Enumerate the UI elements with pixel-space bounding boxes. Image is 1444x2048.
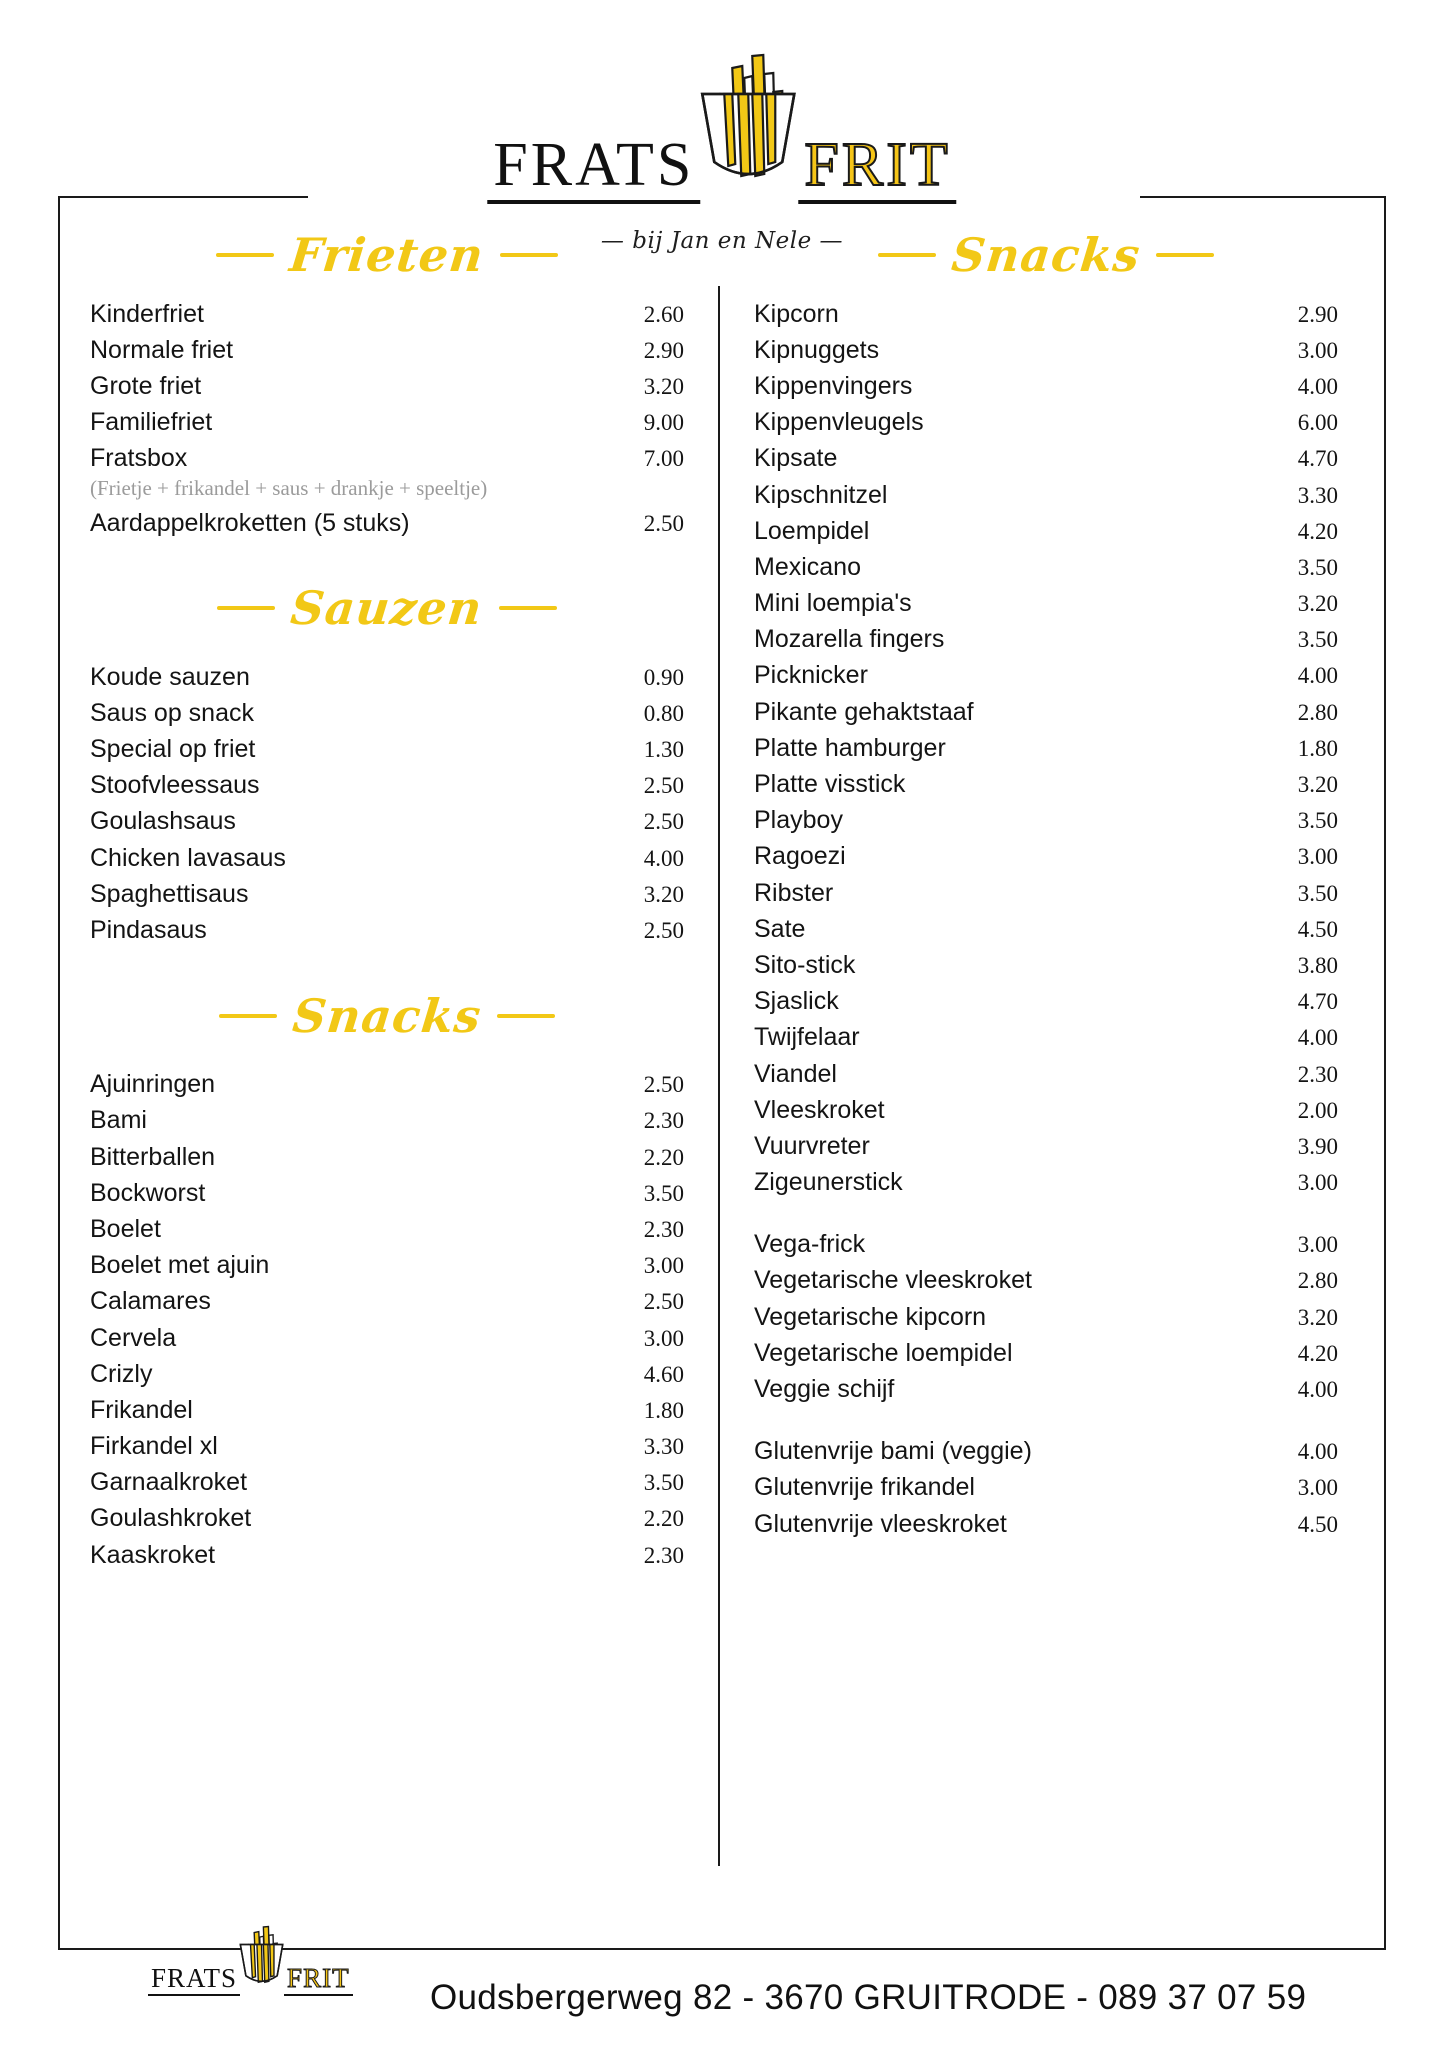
menu-list [754, 296, 1338, 1201]
menu-item-row [754, 694, 1338, 730]
menu-item-name: Bami [90, 1106, 147, 1135]
menu-item-price: 3.50 [1297, 554, 1338, 580]
menu-item-price: 2.60 [643, 301, 684, 327]
menu-spacer [754, 1201, 1338, 1227]
menu-item-name: Goulashkroket [90, 1504, 252, 1533]
menu-item-name: Vega-frick [754, 1230, 866, 1259]
menu-item-price: 2.30 [1297, 1061, 1338, 1087]
menu-item-name: Viandel [754, 1059, 837, 1088]
menu-item-row [90, 1356, 684, 1392]
menu-item-name: Loempidel [754, 516, 870, 545]
menu-item-price: 2.20 [643, 1506, 684, 1532]
menu-item-price: 2.50 [643, 773, 684, 799]
menu-item-name: Vuurvreter [754, 1131, 870, 1160]
menu-item-name: Kipsate [754, 444, 838, 473]
menu-item-name: Glutenvrije vleeskroket [754, 1509, 1007, 1538]
logo-text-frit: FRIT [798, 134, 956, 204]
menu-item-row [90, 1392, 684, 1428]
menu-item-row [754, 766, 1338, 802]
menu-item-name: Saus op snack [90, 698, 254, 727]
menu-item-row [90, 1320, 684, 1356]
menu-item-name: Sate [754, 914, 806, 943]
menu-item-name: Kipcorn [754, 299, 839, 328]
menu-spacer [90, 196, 684, 232]
menu-item-row [90, 505, 684, 541]
menu-item-row [754, 984, 1338, 1020]
section-title: Snacks [290, 988, 484, 1043]
menu-item-price: 3.20 [1297, 1304, 1338, 1330]
menu-item-row [90, 695, 684, 731]
menu-item-price: 2.80 [1297, 699, 1338, 725]
menu-item-row [754, 477, 1338, 513]
menu-item-price: 2.80 [1297, 1268, 1338, 1294]
menu-item-row [754, 947, 1338, 983]
footer-logo-text-frit: FRIT [284, 1965, 353, 1996]
menu-item-row [754, 1470, 1338, 1506]
menu-item-name: Garnaalkroket [90, 1468, 248, 1497]
menu-item-price: 4.00 [1297, 1439, 1338, 1465]
menu-item-name: Normale friet [90, 335, 234, 364]
menu-item-price: 1.80 [643, 1397, 684, 1423]
section-title: Sauzen [288, 581, 486, 636]
menu-item-price: 2.20 [643, 1144, 684, 1170]
menu-item-price: 4.70 [1297, 989, 1338, 1015]
menu-item-row [754, 405, 1338, 441]
menu-item-price: 2.00 [1297, 1097, 1338, 1123]
menu-item-price: 3.30 [643, 1434, 684, 1460]
heading-dash-left [219, 1014, 277, 1018]
menu-item-name: Bockworst [90, 1178, 206, 1207]
menu-item-row [90, 1175, 684, 1211]
menu-item-row [754, 1020, 1338, 1056]
menu-item-row [90, 368, 684, 404]
menu-item-name: Bitterballen [90, 1142, 216, 1171]
menu-item-price: 3.20 [1297, 591, 1338, 617]
menu-item-row [754, 513, 1338, 549]
menu-list [90, 1067, 684, 1574]
menu-item-name: Crizly [90, 1359, 153, 1388]
menu-item-row [90, 912, 684, 948]
menu-item-price: 2.50 [643, 918, 684, 944]
menu-item-row [754, 332, 1338, 368]
menu-item-name: Chicken lavasaus [90, 843, 286, 872]
menu-item-name: Pikante gehaktstaaf [754, 697, 974, 726]
menu-item-row [754, 1227, 1338, 1263]
menu-item-price: 3.80 [1297, 952, 1338, 978]
menu-item-name: Boelet [90, 1214, 161, 1243]
menu-item-price: 0.80 [643, 700, 684, 726]
menu-item-row [754, 875, 1338, 911]
menu-item-price: 7.00 [643, 446, 684, 472]
menu-item-price: 3.50 [1297, 627, 1338, 653]
menu-item-name: Vegetarische kipcorn [754, 1302, 987, 1331]
menu-item-price: 3.90 [1297, 1133, 1338, 1159]
menu-item-name: Twijfelaar [754, 1023, 860, 1052]
menu-item-row [754, 730, 1338, 766]
menu-item-row [754, 1371, 1338, 1407]
menu-item-row [754, 1506, 1338, 1542]
menu-item-name: Firkandel xl [90, 1432, 218, 1461]
menu-list [90, 296, 684, 541]
menu-item-price: 4.60 [643, 1361, 684, 1387]
menu-item-price: 2.50 [643, 809, 684, 835]
menu-item-row [754, 1128, 1338, 1164]
section-heading-sauzen [90, 581, 684, 636]
footer-fries-cone-icon [233, 1916, 291, 1996]
menu-item-price: 3.00 [1297, 1232, 1338, 1258]
menu-item-price: 4.20 [1297, 1340, 1338, 1366]
menu-item-name: Kipnuggets [754, 335, 880, 364]
menu-item-price: 9.00 [643, 410, 684, 436]
menu-item-price: 3.00 [1297, 1170, 1338, 1196]
section-heading-snacks [754, 228, 1338, 282]
menu-item-name: Frikandel [90, 1395, 193, 1424]
menu-item-name: Stoofvleessaus [90, 771, 260, 800]
menu-item-name: Playboy [754, 806, 843, 835]
menu-item-price: 2.50 [643, 510, 684, 536]
heading-dash-left [216, 253, 274, 257]
menu-item-row [754, 839, 1338, 875]
menu-item-name: Koude sauzen [90, 662, 250, 691]
menu-item-name: Sito-stick [754, 950, 856, 979]
menu-item-price: 3.00 [643, 1253, 684, 1279]
menu-item-name: Pindasaus [90, 916, 207, 945]
menu-item-row [90, 1537, 684, 1573]
menu-list [90, 659, 684, 949]
menu-column-left [58, 196, 718, 1948]
menu-item-row [90, 732, 684, 768]
menu-item-name: Vegetarische vleeskroket [754, 1266, 1032, 1295]
menu-item-name: Ajuinringen [90, 1070, 216, 1099]
section-heading-frieten [90, 228, 684, 282]
menu-item-row [754, 1165, 1338, 1201]
menu-item-name: Glutenvrije bami (veggie) [754, 1437, 1032, 1466]
menu-item-row [90, 405, 684, 441]
menu-item-price: 0.90 [643, 664, 684, 690]
menu-item-price: 4.50 [1297, 1511, 1338, 1537]
menu-item-name: Cervela [90, 1323, 177, 1352]
menu-item-name: Grote friet [90, 371, 202, 400]
menu-item-price: 2.90 [643, 337, 684, 363]
menu-item-row [90, 1248, 684, 1284]
footer-brand-logo [148, 1896, 353, 1996]
menu-item-name: Calamares [90, 1287, 211, 1316]
page-footer [0, 1948, 1444, 2048]
brand-logo [487, 34, 956, 204]
menu-item-row [754, 441, 1338, 477]
menu-item-name: Goulashsaus [90, 807, 236, 836]
menu-item-row [754, 658, 1338, 694]
fries-cone-icon [686, 34, 812, 204]
menu-item-name: Kipschnitzel [754, 480, 888, 509]
menu-item-row [90, 1067, 684, 1103]
footer-address: Oudsbergerweg 82 - 3670 GRUITRODE - 089 37 07 59 [430, 1978, 1307, 2017]
menu-item-price: 3.30 [1297, 482, 1338, 508]
menu-item-row [754, 1056, 1338, 1092]
menu-item-row [754, 911, 1338, 947]
menu-item-price: 4.00 [1297, 663, 1338, 689]
menu-item-price: 3.00 [1297, 1475, 1338, 1501]
menu-item-row [90, 1211, 684, 1247]
menu-item-note: (Frietje + frikandel + saus + drankje + speeltje) [90, 475, 488, 500]
menu-item-price: 2.50 [643, 1072, 684, 1098]
menu-item-row [90, 1284, 684, 1320]
menu-item-name: Sjaslick [754, 987, 839, 1016]
menu-item-name: Kinderfriet [90, 299, 204, 328]
menu-spacer [754, 1408, 1338, 1434]
menu-item-row [754, 586, 1338, 622]
menu-item-price: 3.00 [1297, 844, 1338, 870]
menu-item-name: Platte visstick [754, 770, 906, 799]
menu-list [754, 1434, 1338, 1543]
menu-item-row [754, 1092, 1338, 1128]
menu-item-price: 3.50 [1297, 808, 1338, 834]
menu-spacer [90, 631, 684, 659]
menu-item-price: 4.00 [1297, 1377, 1338, 1403]
menu-item-name: Boelet met ajuin [90, 1251, 270, 1280]
menu-item-price: 3.00 [1297, 337, 1338, 363]
menu-item-row [754, 1434, 1338, 1470]
menu-item-price: 3.20 [643, 881, 684, 907]
menu-item-price: 4.50 [1297, 916, 1338, 942]
menu-item-name: Aardappelkroketten (5 stuks) [90, 508, 410, 537]
heading-dash-right [500, 253, 558, 257]
menu-item-row [754, 1335, 1338, 1371]
menu-item-price: 4.00 [643, 845, 684, 871]
menu-item-row [90, 296, 684, 332]
menu-spacer [754, 196, 1338, 232]
footer-logo-text-frats: FRATS [148, 1965, 240, 1996]
menu-item-name: Vleeskroket [754, 1095, 885, 1124]
menu-item-price: 1.80 [1297, 735, 1338, 761]
menu-spacer [90, 949, 684, 993]
menu-item-name: Familiefriet [90, 408, 213, 437]
menu-columns [58, 196, 1386, 1948]
menu-item-name: Kippenvleugels [754, 408, 924, 437]
menu-item-price: 6.00 [1297, 410, 1338, 436]
brand-tagline: — bij Jan en Nele — [600, 228, 844, 254]
menu-item-name: Special op friet [90, 735, 256, 764]
menu-item-name: Mozarella fingers [754, 625, 945, 654]
menu-item-row [90, 840, 684, 876]
menu-item-price: 2.30 [643, 1542, 684, 1568]
menu-item-name: Mexicano [754, 552, 861, 581]
menu-spacer [90, 541, 684, 585]
menu-item-name: Zigeunerstick [754, 1168, 903, 1197]
menu-item-price: 2.50 [643, 1289, 684, 1315]
menu-item-row [754, 296, 1338, 332]
menu-item-price: 2.90 [1297, 301, 1338, 327]
menu-item-price: 2.30 [643, 1216, 684, 1242]
menu-item-row [754, 803, 1338, 839]
menu-item-price: 4.00 [1297, 373, 1338, 399]
menu-item-price: 3.50 [643, 1470, 684, 1496]
menu-item-row [90, 876, 684, 912]
menu-item-price: 3.50 [1297, 880, 1338, 906]
menu-item-name: Ragoezi [754, 842, 846, 871]
menu-item-row [754, 549, 1338, 585]
menu-item-row [90, 1429, 684, 1465]
menu-item-price: 3.20 [1297, 772, 1338, 798]
menu-item-row [90, 1139, 684, 1175]
menu-item-price: 3.20 [643, 373, 684, 399]
menu-item-name: Mini loempia's [754, 589, 912, 618]
menu-item-name: Glutenvrije frikandel [754, 1473, 975, 1502]
menu-item-row [90, 1465, 684, 1501]
menu-item-row [90, 659, 684, 695]
menu-item-row [754, 368, 1338, 404]
menu-item-name: Ribster [754, 878, 834, 907]
menu-item-name: Veggie schijf [754, 1375, 895, 1404]
menu-item-name: Kippenvingers [754, 371, 913, 400]
menu-item-row [90, 804, 684, 840]
menu-item-price: 4.20 [1297, 518, 1338, 544]
menu-item-price: 4.00 [1297, 1025, 1338, 1051]
menu-item-price: 4.70 [1297, 446, 1338, 472]
menu-item-row [90, 332, 684, 368]
heading-dash-right [497, 1014, 555, 1018]
heading-dash-left [878, 253, 936, 257]
menu-item-name: Vegetarische loempidel [754, 1338, 1013, 1367]
menu-column-right [718, 196, 1386, 1948]
menu-item-row [90, 1103, 684, 1139]
menu-item-price: 2.30 [643, 1108, 684, 1134]
menu-item-name: Spaghettisaus [90, 879, 249, 908]
menu-item-row [754, 622, 1338, 658]
heading-dash-right [499, 606, 557, 610]
heading-dash-right [1156, 253, 1214, 257]
heading-dash-left [217, 606, 275, 610]
menu-list [754, 1227, 1338, 1408]
logo-text-frats: FRATS [487, 134, 700, 204]
menu-item-row [754, 1299, 1338, 1335]
menu-item-row [90, 768, 684, 804]
menu-item-row [90, 1501, 684, 1537]
menu-item-price: 3.00 [643, 1325, 684, 1351]
menu-item-name: Fratsbox [90, 444, 188, 473]
menu-item-price: 3.50 [643, 1180, 684, 1206]
menu-item-row [90, 441, 684, 477]
section-heading-snacks [90, 988, 684, 1043]
section-title: Frieten [287, 228, 487, 282]
menu-item-name: Picknicker [754, 661, 868, 690]
section-title: Snacks [949, 228, 1143, 282]
menu-item-row [754, 1263, 1338, 1299]
menu-item-name: Kaaskroket [90, 1540, 216, 1569]
menu-item-name: Platte hamburger [754, 733, 946, 762]
menu-item-price: 1.30 [643, 737, 684, 763]
